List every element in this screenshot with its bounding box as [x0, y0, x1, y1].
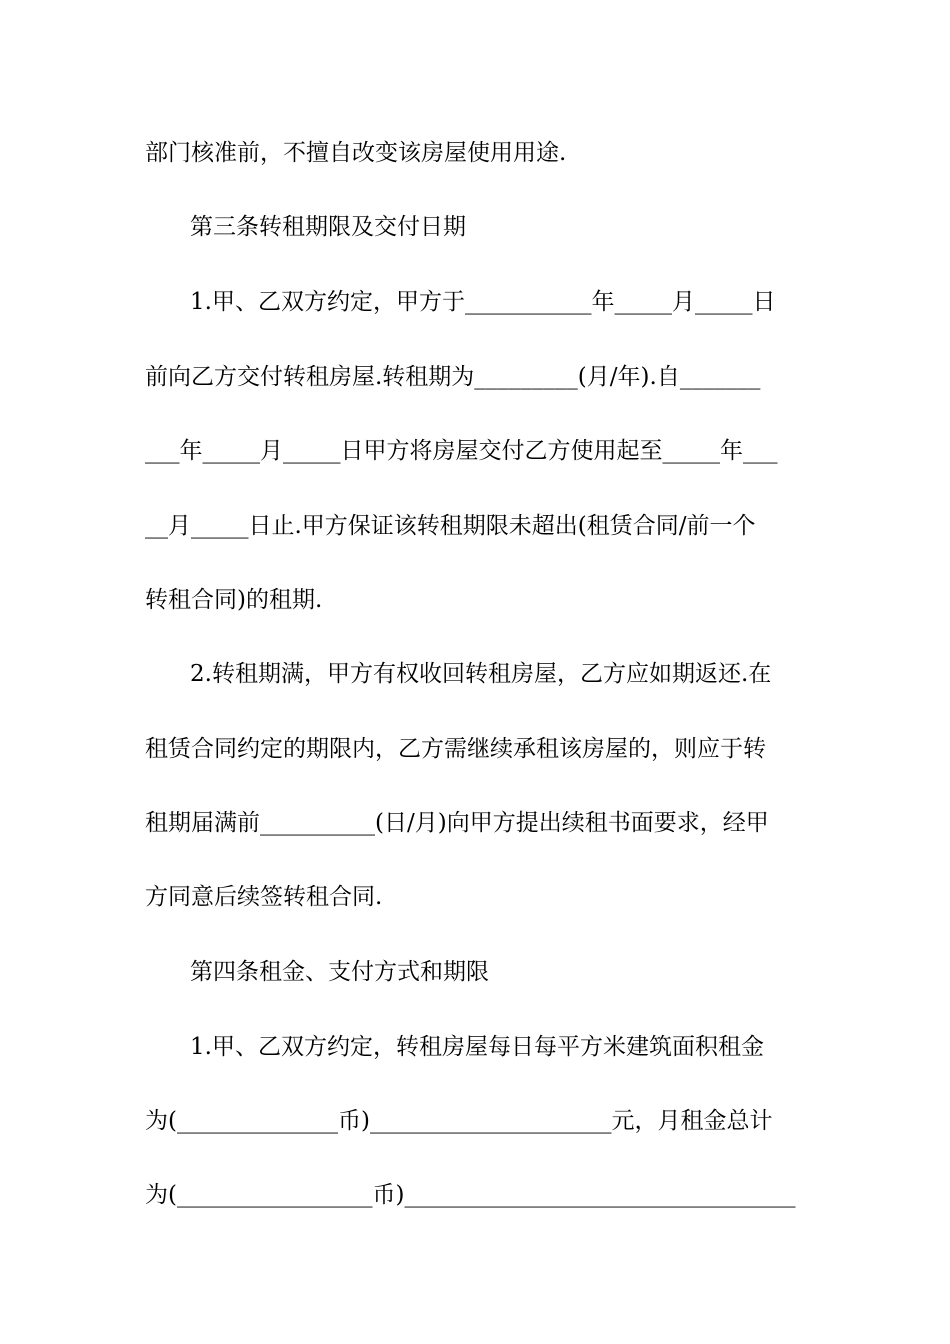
paragraph-line: 租赁合同约定的期限内，乙方需继续承租该房屋的，则应于转 — [145, 736, 766, 762]
paragraph-line: 方同意后续签转租合同. — [145, 884, 383, 910]
paragraph-line: 部门核准前，不擅自改变该房屋使用用途. — [145, 140, 567, 166]
section-heading-3: 第三条转租期限及交付日期 — [190, 214, 466, 240]
paragraph-line: 1.甲、乙双方约定，甲方于___________年_____月_____日 — [190, 289, 776, 315]
paragraph-line: 2.转租期满，甲方有权收回转租房屋，乙方应如期返还.在 — [190, 661, 772, 687]
paragraph-line: 前向乙方交付转租房屋.转租期为_________(月/年).自_______ — [145, 364, 761, 390]
paragraph-line: 为(_________________币)__________________________________ — [145, 1182, 796, 1208]
paragraph-line: 转租合同)的租期. — [145, 587, 323, 613]
section-heading-4: 第四条租金、支付方式和期限 — [190, 959, 489, 985]
paragraph-line: 1.甲、乙双方约定，转租房屋每日每平方米建筑面积租金 — [190, 1034, 764, 1060]
paragraph-line: ___年_____月_____日甲方将房屋交付乙方使用起至_____年___ — [145, 438, 778, 464]
paragraph-line: 为(______________币)_____________________元，月租金总计 — [145, 1108, 773, 1134]
paragraph-line: 租期届满前__________(日/月)向甲方提出续租书面要求，经甲 — [145, 810, 769, 836]
paragraph-line: __月_____日止.甲方保证该转租期限未超出(租赁合同/前一个 — [145, 513, 756, 539]
